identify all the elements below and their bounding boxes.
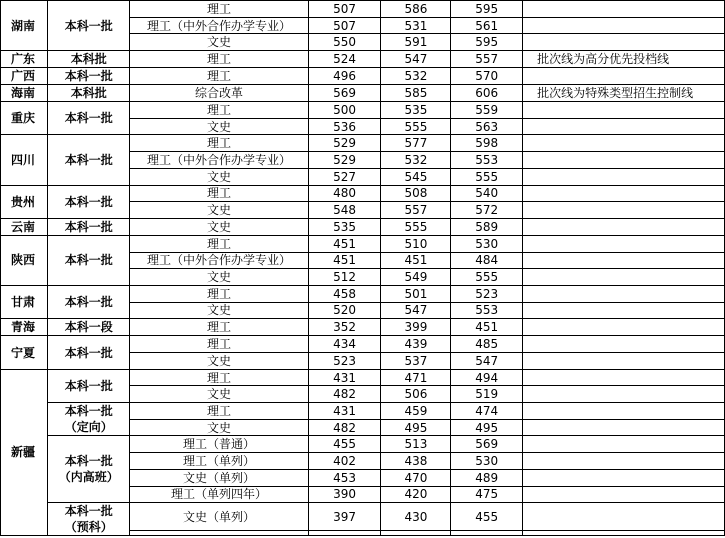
score-cell-2: 459 bbox=[381, 403, 451, 420]
score-cell-2: 438 bbox=[381, 453, 451, 470]
score-cell-3: 561 bbox=[451, 17, 523, 34]
note-cell bbox=[523, 17, 725, 34]
score-cell-3: 606 bbox=[451, 85, 523, 102]
note-cell bbox=[523, 436, 725, 453]
table-body bbox=[1, 1, 725, 536]
note-cell bbox=[523, 218, 725, 235]
score-cell-3: 569 bbox=[451, 436, 523, 453]
table-row bbox=[1, 369, 725, 386]
score-cell-1: 453 bbox=[308, 469, 381, 486]
score-cell-2: 506 bbox=[381, 386, 451, 403]
score-cell-2: 430 bbox=[381, 503, 451, 531]
note-cell bbox=[523, 118, 725, 135]
table-row bbox=[1, 68, 725, 85]
score-cell-1: 520 bbox=[308, 302, 381, 319]
table-row bbox=[1, 319, 725, 336]
province-cell: 广东 bbox=[1, 51, 48, 68]
note-cell bbox=[523, 302, 725, 319]
score-cell-1: 431 bbox=[308, 403, 381, 420]
score-cell-3: 495 bbox=[451, 419, 523, 436]
score-cell-1: 524 bbox=[308, 51, 381, 68]
table-row bbox=[1, 336, 725, 353]
score-cell-2: 547 bbox=[381, 51, 451, 68]
score-cell-3: 553 bbox=[451, 152, 523, 169]
score-cell-2: 399 bbox=[381, 319, 451, 336]
category-cell: 综合改革 bbox=[130, 85, 309, 102]
score-cell-2: 508 bbox=[381, 185, 451, 202]
score-cell-2: 495 bbox=[381, 419, 451, 436]
category-cell: 文史（单列） bbox=[130, 503, 309, 531]
score-cell-3: 494 bbox=[451, 369, 523, 386]
score-cell-3: 553 bbox=[451, 302, 523, 319]
score-cell-1: 431 bbox=[308, 369, 381, 386]
score-cell-3: 475 bbox=[451, 486, 523, 503]
note-cell bbox=[523, 185, 725, 202]
province-cell: 海南 bbox=[1, 85, 48, 102]
score-cell-2: 537 bbox=[381, 353, 451, 370]
score-cell-2: 510 bbox=[381, 235, 451, 252]
score-cell-1: 455 bbox=[308, 436, 381, 453]
note-cell bbox=[523, 102, 725, 119]
category-cell: 理工 bbox=[130, 319, 309, 336]
table-row bbox=[1, 436, 725, 453]
score-cell-2: 531 bbox=[381, 17, 451, 34]
category-cell: 理工 bbox=[130, 1, 309, 18]
table-row bbox=[1, 51, 725, 68]
province-cell: 贵州 bbox=[1, 185, 48, 218]
score-cell-3: 595 bbox=[451, 34, 523, 51]
note-cell bbox=[523, 353, 725, 370]
score-cell-1: 458 bbox=[308, 285, 381, 302]
score-cell-2: 557 bbox=[381, 202, 451, 219]
score-cell-1: 496 bbox=[308, 68, 381, 85]
score-cell-3: 563 bbox=[451, 118, 523, 135]
note-cell bbox=[523, 486, 725, 503]
category-cell: 文史 bbox=[130, 353, 309, 370]
note-cell bbox=[523, 403, 725, 420]
score-cell-2: 585 bbox=[381, 85, 451, 102]
province-cell: 广西 bbox=[1, 68, 48, 85]
table-row bbox=[1, 503, 725, 531]
score-cell-3: 595 bbox=[451, 1, 523, 18]
note-cell bbox=[523, 336, 725, 353]
note-cell bbox=[523, 285, 725, 302]
note-cell bbox=[523, 319, 725, 336]
category-cell: 文史（单列） bbox=[130, 469, 309, 486]
batch-cell: 本科一批 （内高班） bbox=[48, 436, 130, 503]
category-cell: 文史 bbox=[130, 168, 309, 185]
table-row bbox=[1, 102, 725, 119]
batch-cell: 本科一批 bbox=[48, 185, 130, 218]
score-cell-2: 545 bbox=[381, 168, 451, 185]
note-cell: 批次线为高分优先投档线 bbox=[523, 51, 725, 68]
batch-cell: 本科一批 bbox=[48, 102, 130, 135]
batch-cell: 本科一批 （定向） bbox=[48, 403, 130, 436]
batch-cell: 本科批 bbox=[48, 51, 130, 68]
score-cell-2: 555 bbox=[381, 118, 451, 135]
score-cell-3: 523 bbox=[451, 285, 523, 302]
category-cell: 理工 bbox=[130, 135, 309, 152]
category-cell: 文史 bbox=[130, 386, 309, 403]
batch-cell: 本科一批 bbox=[48, 235, 130, 285]
score-cell-1: 480 bbox=[308, 185, 381, 202]
province-cell: 青海 bbox=[1, 319, 48, 336]
note-cell bbox=[523, 135, 725, 152]
category-cell: 理工 bbox=[130, 369, 309, 386]
score-cell-1: 507 bbox=[308, 17, 381, 34]
score-cell-3: 589 bbox=[451, 218, 523, 235]
table-row bbox=[1, 235, 725, 252]
score-cell-3: 530 bbox=[451, 453, 523, 470]
score-cell-2: 532 bbox=[381, 68, 451, 85]
score-cell-3: 555 bbox=[451, 269, 523, 286]
score-cell-3: 598 bbox=[451, 135, 523, 152]
score-cell-1: 402 bbox=[308, 453, 381, 470]
batch-cell: 本科一批 bbox=[48, 135, 130, 185]
category-cell: 文史 bbox=[130, 419, 309, 436]
category-cell: 理工 bbox=[130, 68, 309, 85]
score-cell-1: 482 bbox=[308, 419, 381, 436]
note-cell bbox=[523, 152, 725, 169]
category-cell: 文史 bbox=[130, 302, 309, 319]
score-cell-2: 420 bbox=[381, 486, 451, 503]
score-cell-1: 390 bbox=[308, 486, 381, 503]
score-cell-3: 555 bbox=[451, 168, 523, 185]
score-cell-2: 577 bbox=[381, 135, 451, 152]
score-cell-3: 530 bbox=[451, 235, 523, 252]
note-cell bbox=[523, 252, 725, 269]
category-cell: 理工 bbox=[130, 403, 309, 420]
score-cell-3: 455 bbox=[451, 503, 523, 531]
score-cell-1: 512 bbox=[308, 269, 381, 286]
batch-cell: 本科一批 bbox=[48, 1, 130, 51]
score-cell-3: 484 bbox=[451, 252, 523, 269]
table-row bbox=[1, 218, 725, 235]
score-cell-2 bbox=[381, 531, 451, 536]
note-cell bbox=[523, 235, 725, 252]
table-row bbox=[1, 135, 725, 152]
score-cell-3: 559 bbox=[451, 102, 523, 119]
score-cell-2: 451 bbox=[381, 252, 451, 269]
category-cell: 理工（单列） bbox=[130, 453, 309, 470]
category-cell bbox=[130, 531, 309, 536]
category-cell: 理工（中外合作办学专业） bbox=[130, 152, 309, 169]
category-cell: 理工 bbox=[130, 51, 309, 68]
table-row bbox=[1, 403, 725, 420]
score-cell-3: 519 bbox=[451, 386, 523, 403]
province-cell: 新疆 bbox=[1, 369, 48, 536]
score-cell-1: 482 bbox=[308, 386, 381, 403]
category-cell: 理工 bbox=[130, 185, 309, 202]
score-cell-1: 451 bbox=[308, 235, 381, 252]
score-cell-1: 529 bbox=[308, 135, 381, 152]
score-cell-2: 555 bbox=[381, 218, 451, 235]
province-cell: 甘肃 bbox=[1, 285, 48, 318]
province-cell: 湖南 bbox=[1, 1, 48, 51]
note-cell bbox=[523, 531, 725, 536]
score-cell-2: 586 bbox=[381, 1, 451, 18]
score-cell-3: 451 bbox=[451, 319, 523, 336]
category-cell: 理工（中外合作办学专业） bbox=[130, 252, 309, 269]
note-cell bbox=[523, 419, 725, 436]
table-row bbox=[1, 1, 725, 18]
score-cell-1: 569 bbox=[308, 85, 381, 102]
score-cell-2: 439 bbox=[381, 336, 451, 353]
score-cell-2: 471 bbox=[381, 369, 451, 386]
note-cell bbox=[523, 453, 725, 470]
score-cell-2: 547 bbox=[381, 302, 451, 319]
score-cell-1: 434 bbox=[308, 336, 381, 353]
score-cell-1: 550 bbox=[308, 34, 381, 51]
province-cell: 宁夏 bbox=[1, 336, 48, 369]
score-cell-2: 513 bbox=[381, 436, 451, 453]
score-cell-3: 540 bbox=[451, 185, 523, 202]
score-cell-2: 549 bbox=[381, 269, 451, 286]
category-cell: 理工（中外合作办学专业） bbox=[130, 17, 309, 34]
score-cell-3: 572 bbox=[451, 202, 523, 219]
province-cell: 四川 bbox=[1, 135, 48, 185]
table-row bbox=[1, 85, 725, 102]
score-cell-1: 397 bbox=[308, 503, 381, 531]
score-cell-1: 536 bbox=[308, 118, 381, 135]
score-cell-1 bbox=[308, 531, 381, 536]
batch-cell: 本科一批 bbox=[48, 369, 130, 402]
note-cell bbox=[523, 1, 725, 18]
note-cell: 批次线为特殊类型招生控制线 bbox=[523, 85, 725, 102]
batch-cell: 本科一批 bbox=[48, 68, 130, 85]
score-cell-1: 548 bbox=[308, 202, 381, 219]
score-cell-1: 529 bbox=[308, 152, 381, 169]
note-cell bbox=[523, 386, 725, 403]
note-cell bbox=[523, 202, 725, 219]
score-cell-1: 500 bbox=[308, 102, 381, 119]
note-cell bbox=[523, 34, 725, 51]
category-cell: 理工 bbox=[130, 235, 309, 252]
score-cell-1: 523 bbox=[308, 353, 381, 370]
category-cell: 理工 bbox=[130, 336, 309, 353]
category-cell: 理工 bbox=[130, 285, 309, 302]
note-cell bbox=[523, 503, 725, 531]
note-cell bbox=[523, 369, 725, 386]
batch-cell: 本科一批 bbox=[48, 336, 130, 369]
batch-cell: 本科一批 （预科） bbox=[48, 503, 130, 536]
score-cell-1: 352 bbox=[308, 319, 381, 336]
score-cell-2: 501 bbox=[381, 285, 451, 302]
category-cell: 文史 bbox=[130, 34, 309, 51]
category-cell: 理工（单列四年） bbox=[130, 486, 309, 503]
note-cell bbox=[523, 269, 725, 286]
score-cell-3: 474 bbox=[451, 403, 523, 420]
batch-cell: 本科一段 bbox=[48, 319, 130, 336]
score-cell-2: 591 bbox=[381, 34, 451, 51]
table-row bbox=[1, 285, 725, 302]
table-row bbox=[1, 185, 725, 202]
score-cell-2: 532 bbox=[381, 152, 451, 169]
category-cell: 文史 bbox=[130, 269, 309, 286]
score-cell-3: 547 bbox=[451, 353, 523, 370]
score-cell-2: 535 bbox=[381, 102, 451, 119]
batch-cell: 本科一批 bbox=[48, 285, 130, 318]
category-cell: 理工 bbox=[130, 102, 309, 119]
note-cell bbox=[523, 469, 725, 486]
score-cell-3 bbox=[451, 531, 523, 536]
score-cell-1: 507 bbox=[308, 1, 381, 18]
category-cell: 文史 bbox=[130, 118, 309, 135]
score-cell-1: 451 bbox=[308, 252, 381, 269]
note-cell bbox=[523, 168, 725, 185]
score-cell-1: 527 bbox=[308, 168, 381, 185]
province-cell: 重庆 bbox=[1, 102, 48, 135]
score-cell-3: 485 bbox=[451, 336, 523, 353]
category-cell: 文史 bbox=[130, 218, 309, 235]
score-cell-3: 557 bbox=[451, 51, 523, 68]
score-cell-2: 470 bbox=[381, 469, 451, 486]
note-cell bbox=[523, 68, 725, 85]
batch-cell: 本科批 bbox=[48, 85, 130, 102]
score-cell-3: 489 bbox=[451, 469, 523, 486]
score-cell-3: 570 bbox=[451, 68, 523, 85]
score-cell-1: 535 bbox=[308, 218, 381, 235]
province-cell: 云南 bbox=[1, 218, 48, 235]
province-cell: 陕西 bbox=[1, 235, 48, 285]
category-cell: 文史 bbox=[130, 202, 309, 219]
batch-cell: 本科一批 bbox=[48, 218, 130, 235]
category-cell: 理工（普通） bbox=[130, 436, 309, 453]
